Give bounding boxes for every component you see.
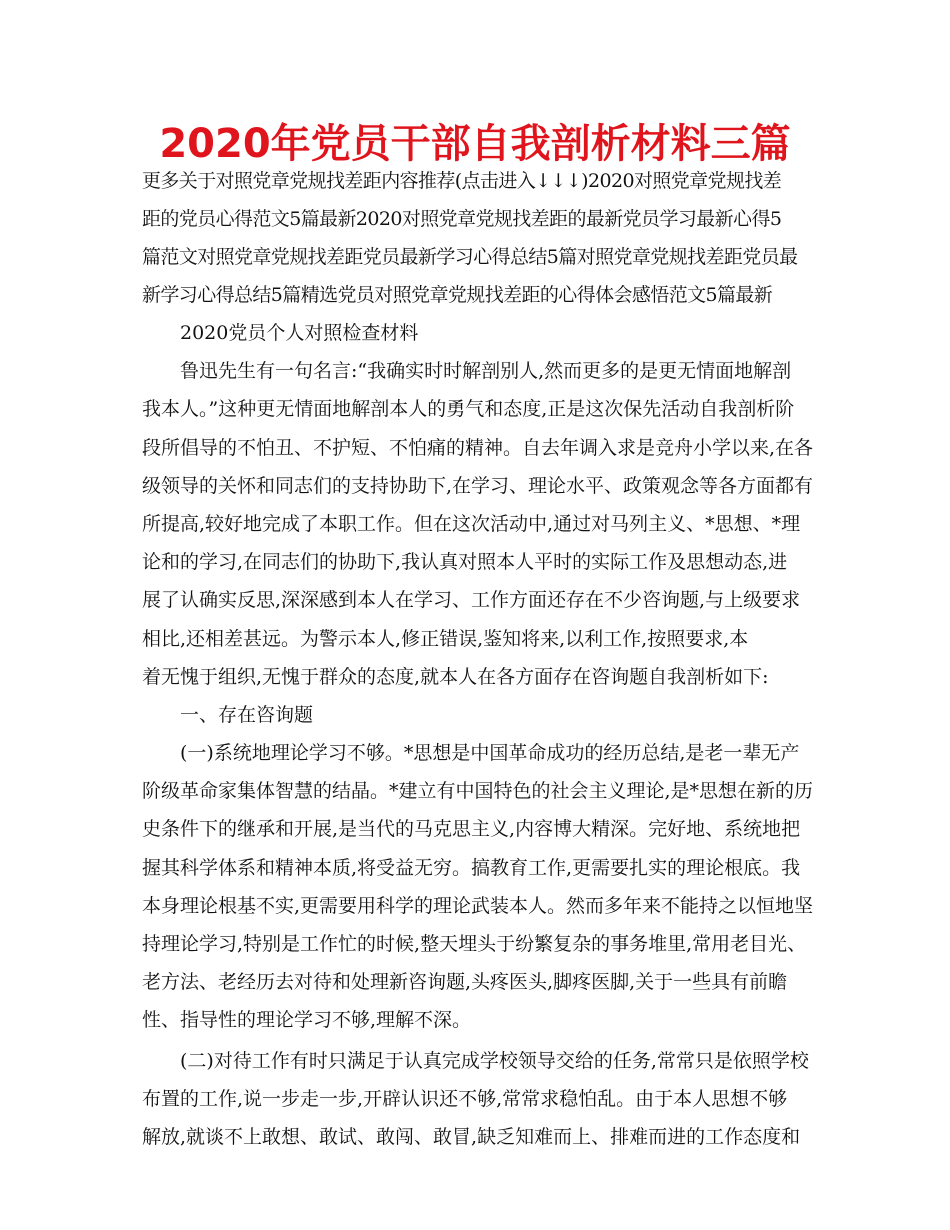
paragraph-line: 鲁迅先生有一句名言:“我确实时时解剖别人,然而更多的是更无情面地解剖 bbox=[180, 360, 792, 383]
paragraph-3 bbox=[142, 1042, 818, 1157]
paragraph-line: 论和的学习,在同志们的协助下,我认真对照本人平时的实际工作及思想动态,进 bbox=[142, 551, 788, 574]
paragraph-line: 性、指导性的理论学习不够,理解不深。 bbox=[142, 1009, 472, 1032]
paragraph-line: 解放,就谈不上敢想、敢试、敢闯、敢冒,缺乏知难而上、排难而进的工作态度和 bbox=[142, 1125, 801, 1148]
paragraph-line: 展了认确实反思,深深感到本人在学习、工作方面还存在不少咨询题,与上级要求 bbox=[142, 589, 801, 612]
intro-line: 新学习心得总结5篇精选党员对照党章党规找差距的心得体会感悟范文5篇最新 bbox=[142, 284, 773, 306]
paragraph-line: 握其科学体系和精神本质,将受益无穷。搞教育工作,更需要扎实的理论根底。我 bbox=[142, 856, 801, 879]
paragraph-line: 老方法、老经历去对待和处理新咨询题,头疼医头,脚疼医脚,关于一些具有前瞻 bbox=[142, 971, 788, 994]
paragraph-line: 级领导的关怀和同志们的支持协助下,在学习、理论水平、政策观念等各方面都有 bbox=[142, 474, 814, 497]
paragraph-line: 段所倡导的不怕丑、不护短、不怕痛的精神。自去年调入求是竞舟小学以来,在各 bbox=[142, 436, 814, 459]
paragraph-line: 所提高,较好地完成了本职工作。但在这次活动中,通过对马列主义、*思想、*理 bbox=[142, 512, 801, 535]
section-title: 2020党员个人对照检查材料 bbox=[180, 322, 419, 344]
document-title: 2020年党员干部自我剖析材料三篇 bbox=[159, 121, 791, 167]
paragraph-line: 相比,还相差甚远。为警示本人,修正错误,鉴知将来,以利工作,按照要求,本 bbox=[142, 627, 749, 650]
heading-1: 一、存在咨询题 bbox=[180, 703, 314, 726]
paragraph-line: 阶级革命家集体智慧的结晶。*建立有中国特色的社会主义理论,是*思想在新的历 bbox=[142, 780, 814, 803]
paragraph-line: 布置的工作,说一步走一步,开辟认识还不够,常常求稳怕乱。由于本人思想不够 bbox=[142, 1087, 788, 1110]
intro-line: 篇范文对照党章党规找差距党员最新学习心得总结5篇对照党章党规找差距党员最 bbox=[142, 246, 798, 268]
paragraph-1 bbox=[142, 352, 818, 696]
paragraph-line: 着无愧于组织,无愧于群众的态度,就本人在各方面存在咨询题自我剖析如下: bbox=[142, 665, 769, 688]
paragraph-line: 本身理论根基不实,更需要用科学的理论武装本人。然而多年来不能持之以恒地坚 bbox=[142, 894, 814, 917]
paragraph-line: 我本人。”这种更无情面地解剖本人的勇气和态度,正是这次保先活动自我剖析阶 bbox=[142, 398, 795, 421]
intro-line: 更多关于对照党章党规找差距内容推荐(点击进入↓↓↓)2020对照党章党规找差 bbox=[142, 170, 782, 192]
intro-line: 距的党员心得范文5篇最新2020对照党章党规找差距的最新党员学习最新心得5 bbox=[142, 208, 782, 230]
paragraph-line: (一)系统地理论学习不够。*思想是中国革命成功的经历总结,是老一辈无产 bbox=[180, 742, 800, 765]
paragraph-2 bbox=[142, 734, 818, 1040]
intro-paragraph bbox=[142, 162, 818, 314]
document-body bbox=[142, 162, 818, 1156]
paragraph-line: 持理论学习,特别是工作忙的时候,整天埋头于纷繁复杂的事务堆里,常用老目光、 bbox=[142, 933, 807, 955]
paragraph-line: (二)对待工作有时只满足于认真完成学校领导交给的任务,常常只是依照学校 bbox=[180, 1049, 809, 1072]
paragraph-line: 史条件下的继承和开展,是当代的马克思主义,内容博大精深。完好地、系统地把 bbox=[142, 818, 801, 841]
